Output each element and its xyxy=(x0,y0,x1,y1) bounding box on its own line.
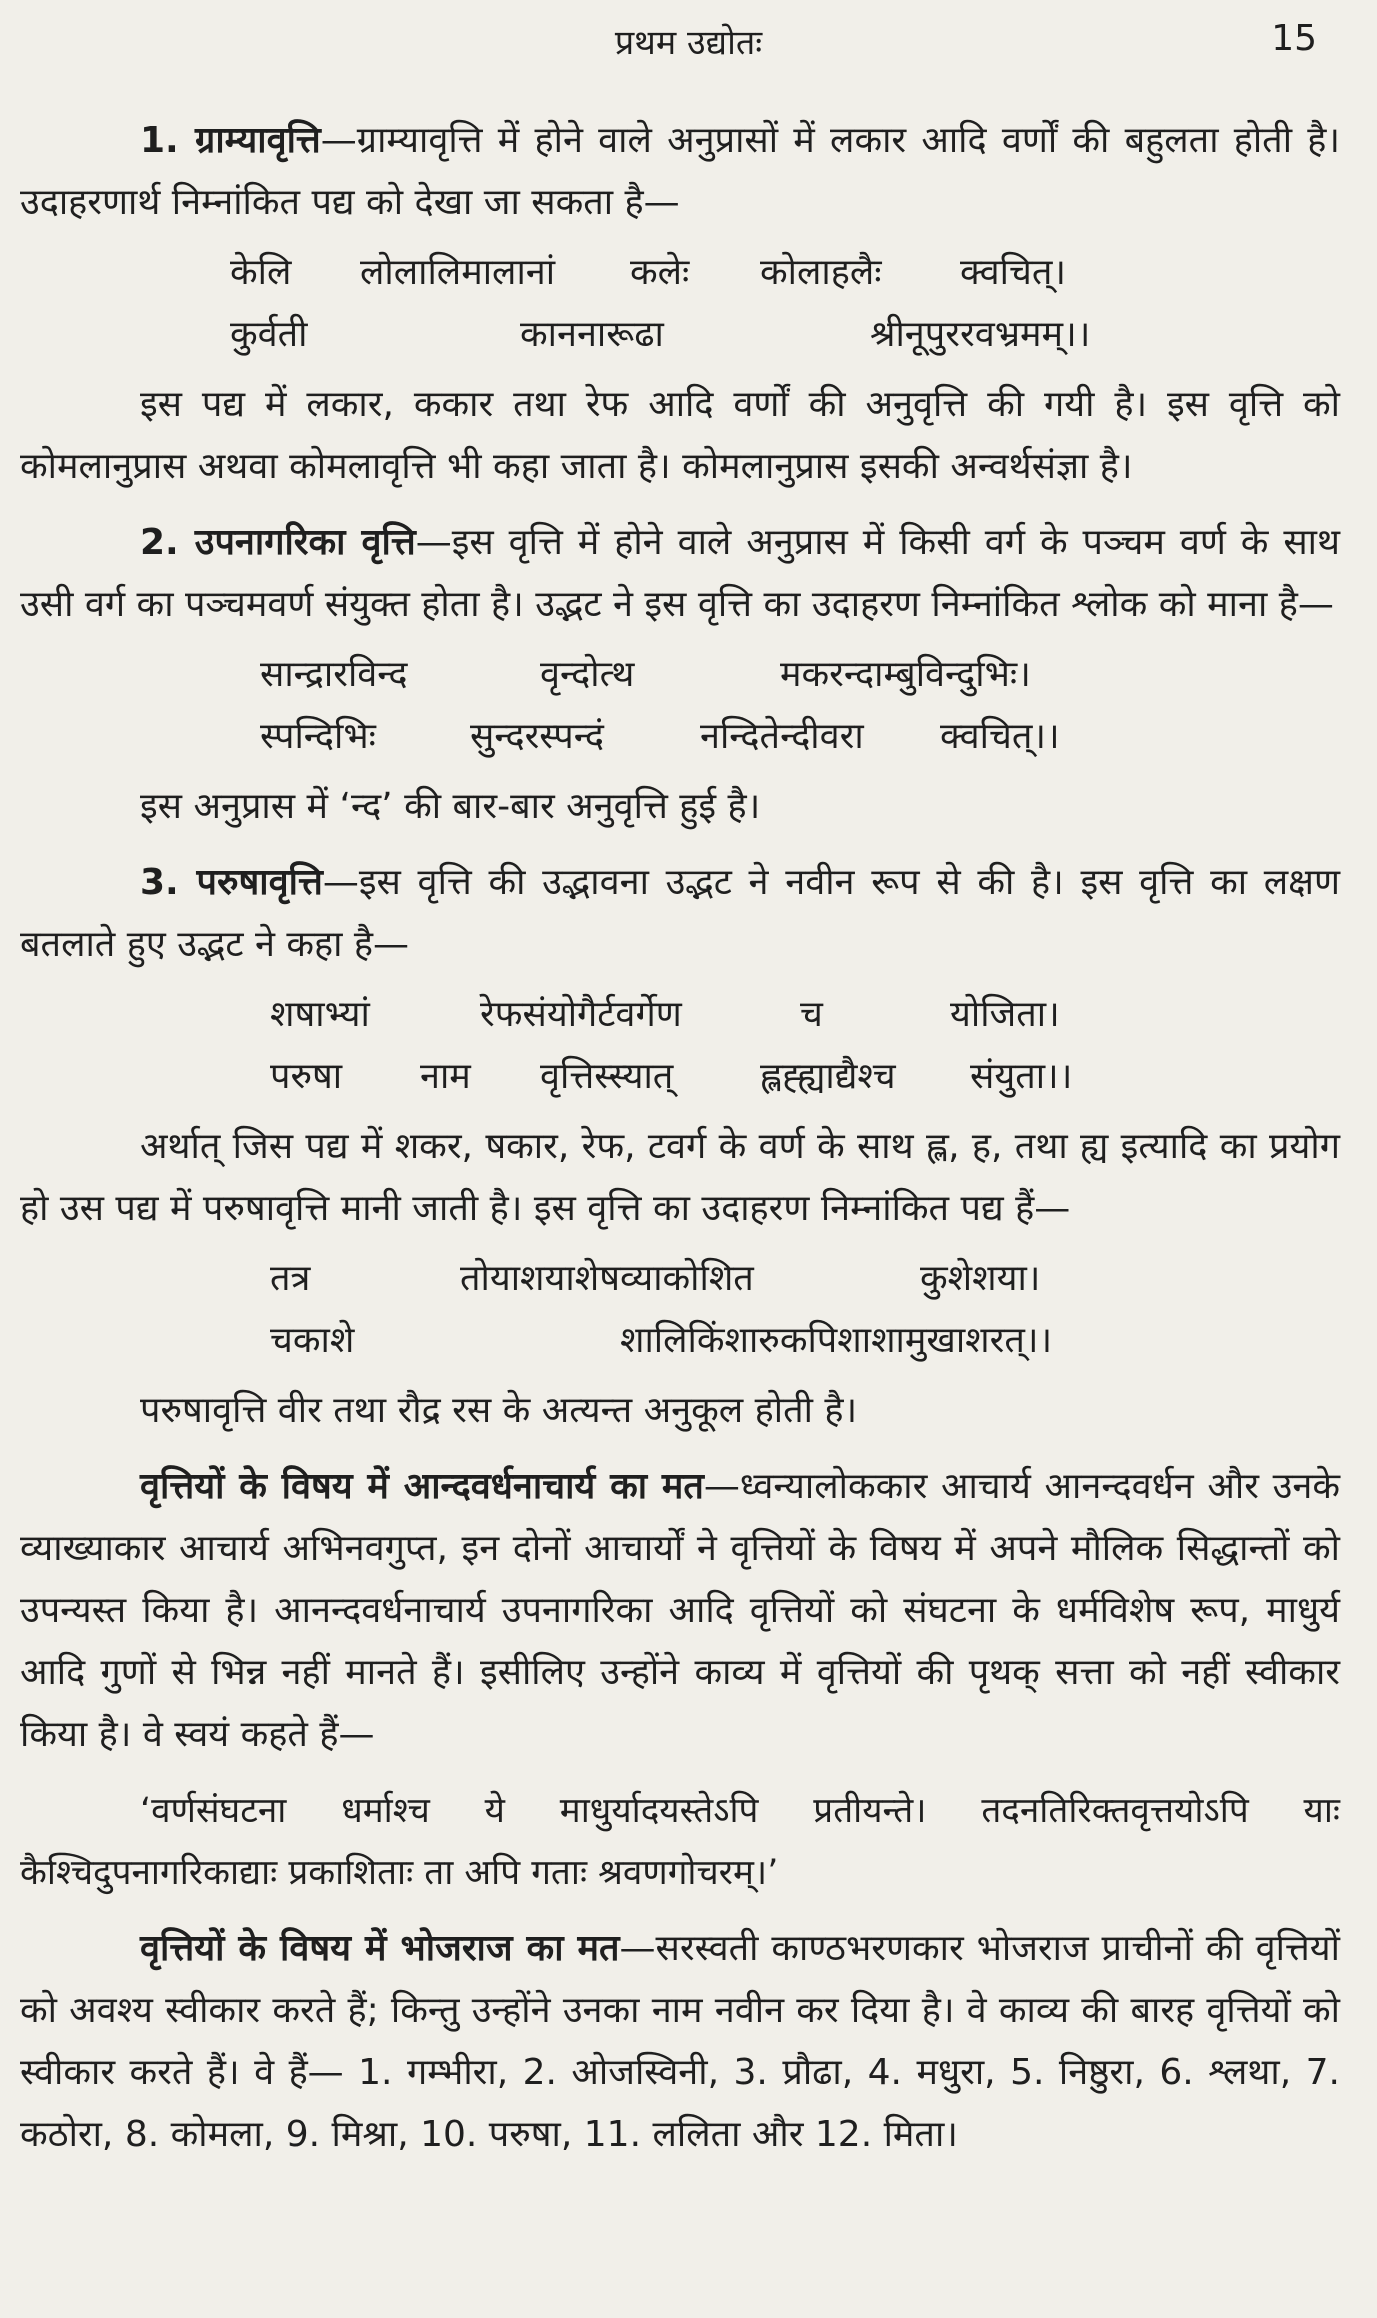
verse-3 xyxy=(20,984,1340,1108)
verse-line xyxy=(20,984,1340,1046)
verse-line xyxy=(20,1310,1340,1372)
section-1-intro: —ग्राम्यावृत्ति में होने वाले अनुप्रासों में लकार आदि वर्णों की बहुलता होती है। उदाहरणार्थ निम्नांकित पद्य को देखा जा सकता है— xyxy=(20,120,1341,223)
verse-1 xyxy=(20,242,1340,366)
verse-word: तत्र xyxy=(270,1258,311,1299)
section-1-paragraph xyxy=(20,110,1340,234)
section-2-after: इस अनुप्रास में ‘न्द’ की बार-बार अनुवृत्ति हुई है। xyxy=(140,786,761,827)
verse-line xyxy=(20,644,1340,706)
verse-word: क्वचित्। xyxy=(960,252,1066,293)
verse-word: शषाभ्यां xyxy=(270,994,370,1035)
verse-word: केलि xyxy=(230,252,292,293)
running-header xyxy=(0,18,1377,68)
section-4-heading: वृत्तियों के विषय में आन्दवर्धनाचार्य का मत xyxy=(140,1466,704,1507)
page-body xyxy=(20,110,1340,2166)
section-3-intro: —इस वृत्ति की उद्भावना उद्भट ने नवीन रूप से की है। इस वृत्ति का लक्षण बतलाते हुए उद्भट ने कहा है— xyxy=(20,862,1340,965)
verse-word: नाम xyxy=(420,1056,471,1097)
page-number: 15 xyxy=(1271,18,1317,59)
verse-word: तोयाशयाशेषव्याकोशित xyxy=(460,1258,754,1299)
verse-word: सान्द्रारविन्द xyxy=(260,654,408,695)
section-2-intro: —इस वृत्ति में होने वाले अनुप्रास में किसी वर्ग के पञ्चम वर्ण के साथ उसी वर्ग का पञ्चमवर्ण संयुक्त होता है। उद्भट ने इस वृत्ति का उदाहरण निम्नांकित श्लोक को माना है— xyxy=(20,522,1341,625)
verse-word: संयुता।। xyxy=(970,1056,1073,1097)
verse-word: लोलालिमालानां xyxy=(360,252,556,293)
verse-word: ह्लह्ह्याद्यैश्च xyxy=(760,1056,896,1097)
chapter-title: प्रथम उद्योतः xyxy=(614,23,763,63)
section-5-intro: —सरस्वती काण्ठभरणकार भोजराज प्राचीनों की वृत्तियों को अवश्य स्वीकार करते हैं; किन्तु उन्होंने उनका नाम नवीन कर दिया है। वे काव्य की बारह वृत्तियों को स्वीकार करते हैं। वे हैं— 1. गम्भीरा, 2. ओजस्विनी, 3. प्रौढा, 4. मधुरा, 5. निष्ठुरा, 6. श्लथा, 7. कठोरा, 8. कोमला, 9. मिश्रा, 10. परुषा, 11. ललिता और 12. मिता। xyxy=(20,1928,1340,2155)
verse-word: योजिता। xyxy=(950,994,1060,1035)
section-3-heading: 3. परुषावृत्ति xyxy=(140,862,323,903)
verse-word: स्पन्दिभिः xyxy=(260,716,376,757)
section-5-heading: वृत्तियों के विषय में भोजराज का मत xyxy=(140,1928,620,1969)
verse-word: कुर्वती xyxy=(230,314,308,355)
verse-word: कलेः xyxy=(630,252,690,293)
verse-word: रेफसंयोगैर्टवर्गेण xyxy=(480,994,682,1035)
verse-word: परुषा xyxy=(270,1056,343,1097)
verse-word: च xyxy=(800,994,823,1035)
section-4-paragraph xyxy=(20,1456,1340,1766)
section-2-heading: 2. उपनागरिका वृत्ति xyxy=(140,522,416,563)
verse-word: वृत्तिस्स्यात् xyxy=(540,1056,674,1097)
verse-line xyxy=(20,706,1340,768)
verse-word: कुशेशया। xyxy=(920,1258,1041,1299)
verse-word: वृन्दोत्थ xyxy=(540,654,635,695)
sanskrit-quote: ‘वर्णसंघटना धर्माश्च ये माधुर्यादयस्तेऽपि प्रतीयन्ते। तदनतिरिक्तवृत्तयोऽपि याः कैश्चिदुपनागरिकाद्याः प्रकाशिताः ता अपि गताः श्रवणगोचरम्।’ xyxy=(20,1791,1340,1893)
section-3-paragraph xyxy=(20,852,1340,976)
section-4-intro: —ध्वन्यालोककार आचार्य आनन्दवर्धन और उनके व्याख्याकार आचार्य अभिनवगुप्त, इन दोनों आचार्यों ने वृत्तियों के विषय में अपने मौलिक सिद्धान्तों को उपन्यस्त किया है। आनन्दवर्धनाचार्य उपनागरिका आदि वृत्तियों को संघटना के धर्मविशेष रूप, माधुर्य आदि गुणों से भिन्न नहीं मानते हैं। इसीलिए उन्होंने काव्य में वृत्तियों की पृथक् सत्ता को नहीं स्वीकार किया है। वे स्वयं कहते हैं— xyxy=(20,1466,1340,1755)
verse-line xyxy=(20,1248,1340,1310)
verse-word: मकरन्दाम्बुविन्दुभिः। xyxy=(780,654,1031,695)
verse-2 xyxy=(20,644,1340,768)
verse-line xyxy=(20,242,1340,304)
section-1-after: इस पद्य में लकार, ककार तथा रेफ आदि वर्णों की अनुवृत्ति की गयी है। इस वृत्ति को कोमलानुप्रास अथवा कोमलावृत्ति भी कहा जाता है। कोमलानुप्रास इसकी अन्वर्थसंज्ञा है। xyxy=(20,384,1340,487)
verse-word: क्वचित्।। xyxy=(940,716,1060,757)
verse-word: शालिकिंशारुकपिशाशामुखाशरत्।। xyxy=(620,1320,1053,1361)
verse-word: नन्दितेन्दीवरा xyxy=(700,716,864,757)
verse-word: सुन्दरस्पन्दं xyxy=(470,716,604,757)
section-3-after: परुषावृत्ति वीर तथा रौद्र रस के अत्यन्त अनुकूल होती है। xyxy=(140,1390,858,1431)
verse-word: काननारूढा xyxy=(520,314,664,355)
section-2-paragraph xyxy=(20,512,1340,636)
verse-line xyxy=(20,304,1340,366)
section-3-mid: अर्थात् जिस पद्य में शकर, षकार, रेफ, टवर्ग के वर्ण के साथ ह्ल, ह, तथा ह्य इत्यादि का प्रयोग हो उस पद्य में परुषावृत्ति मानी जाती है। इस वृत्ति का उदाहरण निम्नांकित पद्य हैं— xyxy=(20,1126,1340,1229)
verse-word: कोलाहलैः xyxy=(760,252,882,293)
verse-word: श्रीनूपुररवभ्रमम्।। xyxy=(870,314,1091,355)
section-5-paragraph xyxy=(20,1918,1340,2166)
verse-line xyxy=(20,1046,1340,1108)
section-1-heading: 1. ग्राम्यावृत्ति xyxy=(140,120,321,161)
verse-word: चकाशे xyxy=(270,1320,355,1361)
verse-4 xyxy=(20,1248,1340,1372)
